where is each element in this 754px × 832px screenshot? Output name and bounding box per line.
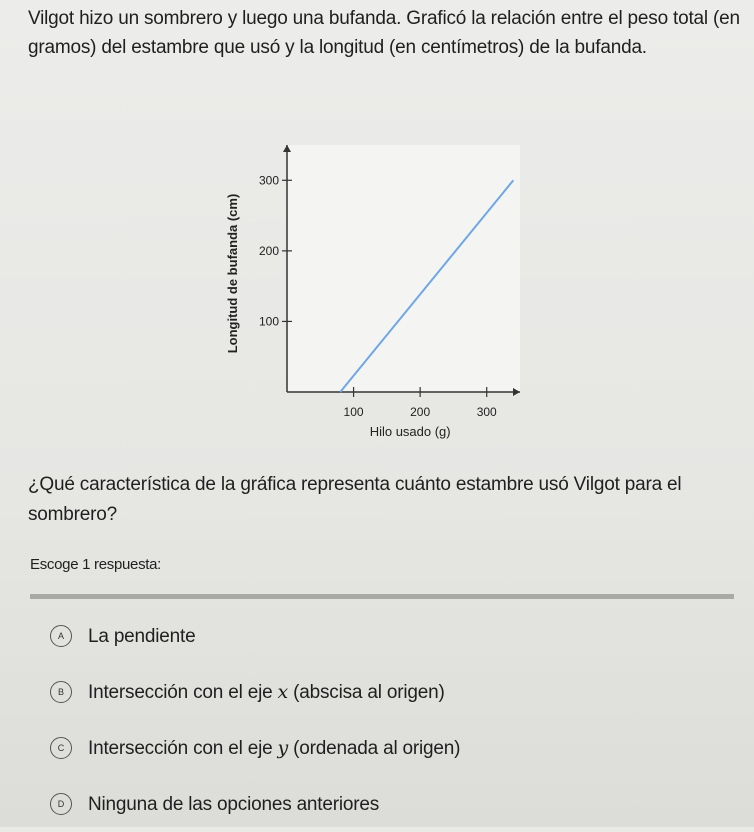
option-b-label: Intersección con el eje x (abscisa al origen) (88, 680, 445, 703)
line-chart (222, 140, 532, 450)
y-tick-label: 100 (258, 314, 279, 329)
option-a-badge: A (50, 625, 72, 647)
x-tick-label: 300 (476, 405, 497, 419)
option-c-label: Intersección con el eje y (ordenada al origen) (88, 736, 461, 759)
y-axis-label: Longitud de bufanda (cm) (225, 193, 240, 354)
plot-area (287, 145, 520, 392)
option-d[interactable] (50, 776, 730, 832)
option-c[interactable] (50, 720, 730, 776)
option-b-badge: B (50, 681, 72, 703)
prompt-text: ¿Qué característica de la gráfica representa cuánto estambre usó Vilgot para el sombrero? (28, 474, 682, 525)
question-text: Vilgot hizo un sombrero y luego una bufanda. Graficó la relación entre el peso total (en gramos) del estambre que usó y la longitud (en centímetros) de la bufanda. (28, 8, 740, 58)
option-d-label: Ninguna de las opciones anteriores (88, 793, 380, 815)
option-c-badge: C (50, 737, 72, 759)
y-tick-label: 200 (258, 243, 279, 258)
y-tick-label: 300 (258, 173, 279, 188)
chart-svg (222, 140, 532, 450)
answer-options (50, 608, 730, 832)
option-a[interactable] (50, 608, 730, 664)
divider (30, 594, 734, 599)
option-b[interactable] (50, 664, 730, 720)
x-tick-label: 100 (343, 405, 364, 419)
instruction-text: Escoge 1 respuesta: (30, 556, 162, 573)
x-tick-label: 200 (410, 405, 431, 419)
x-axis-label: Hilo usado (g) (369, 424, 451, 439)
option-d-badge: D (50, 793, 72, 815)
option-a-label: La pendiente (88, 625, 196, 647)
